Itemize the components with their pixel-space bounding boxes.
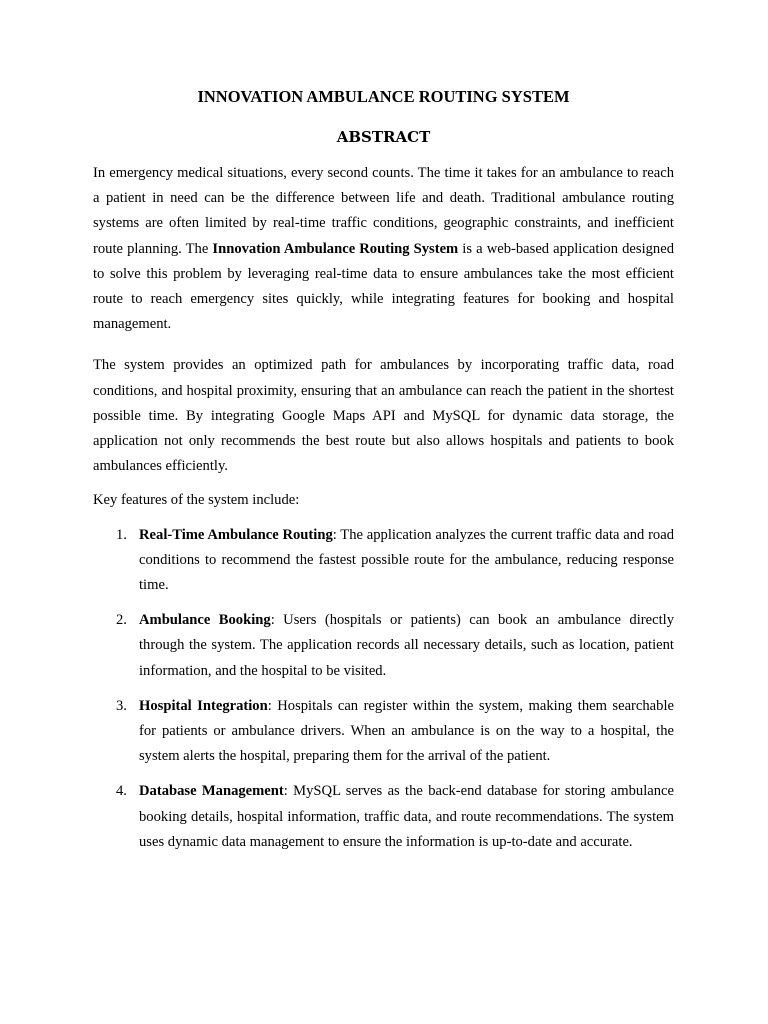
feature-title: Ambulance Booking — [139, 612, 271, 629]
list-number: 2. — [116, 612, 127, 629]
system-name-bold: Innovation Ambulance Routing System — [212, 240, 459, 257]
document-page — [93, 86, 674, 855]
feature-description: : MySQL serves as the back-end database for storing ambulance booking details, hospital information, traffic data, and route recommendations. The system uses dynamic data management to ensure the information is up-to-date and accurate. — [139, 783, 674, 850]
abstract-paragraph-1 — [93, 161, 674, 337]
list-number: 1. — [116, 526, 127, 543]
paragraph-1-text-end: is a web-based application designed to solve this problem by leveraging real-time data to ensure ambulances take the most efficient route to reach emergency sites quickly, while integrating features for booking and hospital management. — [93, 240, 674, 333]
list-number: 4. — [116, 783, 127, 800]
feature-item-hospital-integration — [93, 694, 674, 770]
abstract-heading: ABSTRACT — [336, 128, 431, 146]
feature-item-realtime-routing — [93, 523, 674, 599]
feature-title: Database Management — [139, 783, 284, 800]
feature-title: Real-Time Ambulance Routing — [139, 526, 333, 543]
feature-item-database-management — [93, 779, 674, 855]
features-list — [93, 523, 674, 855]
feature-title: Hospital Integration — [139, 697, 268, 714]
abstract-paragraph-2: The system provides an optimized path for ambulances by incorporating traffic data, road conditions, and hospital proximity, ensuring that an ambulance can reach the patient in the shortest possible time. By integrating Google Maps API and MySQL for dynamic data storage, the application not only recommends the best route but also allows hospitals and patients to book ambulances efficiently. — [93, 357, 674, 475]
features-intro: Key features of the system include: — [93, 492, 300, 509]
document-title: INNOVATION AMBULANCE ROUTING SYSTEM — [197, 87, 570, 106]
paragraph-1-text-start: In emergency medical situations, every second counts. The time it takes for an ambulance to reach a patient in need can be the difference between life and death. Traditional ambulance routing systems are often limited by real-time traffic conditions, geographic constraints, and inefficient route planning. The — [93, 165, 674, 257]
feature-description: : Hospitals can register within the system, making them searchable for patients or ambulance drivers. When an ambulance is on the way to a hospital, the system alerts the hospital, preparing them for the arrival of the patient. — [139, 697, 674, 765]
list-number: 3. — [116, 697, 127, 714]
feature-item-ambulance-booking — [93, 608, 674, 684]
feature-description: : Users (hospitals or patients) can book an ambulance directly through the system. The application records all necessary details, such as location, patient information, and the hospital to be visited. — [139, 612, 674, 679]
feature-description: : The application analyzes the current traffic data and road conditions to recommend the fastest possible route for the ambulance, reducing response time. — [139, 526, 675, 594]
